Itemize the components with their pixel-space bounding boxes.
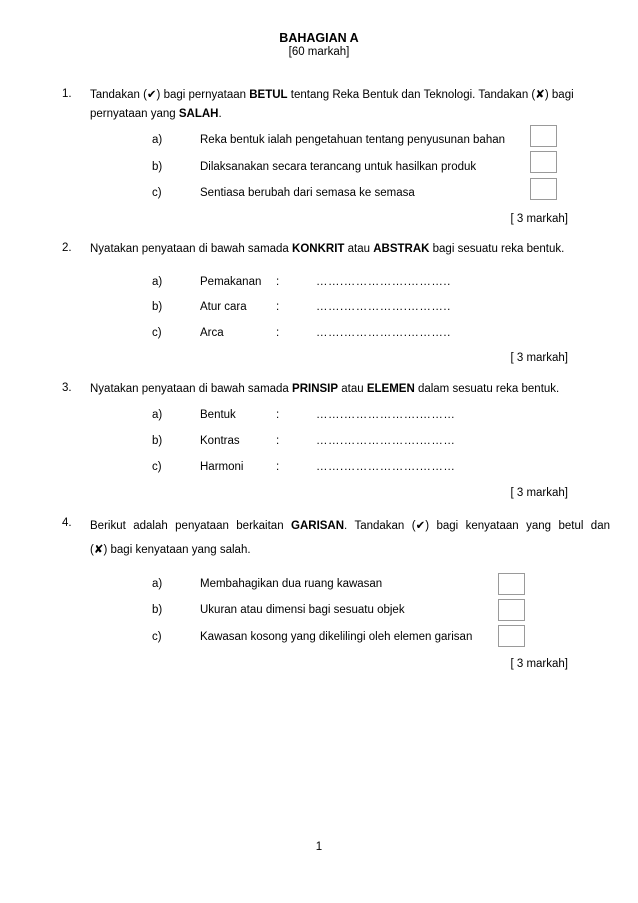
q4-item-a-answer-box[interactable] [498, 573, 525, 595]
q4-item-b-answer-box[interactable] [498, 599, 525, 621]
q1-item-a-answer-box[interactable] [530, 125, 557, 147]
q3-item-c-colon: : [276, 461, 280, 473]
question-1-number: 1. [62, 88, 72, 100]
q4-item-c-answer-box[interactable] [498, 625, 525, 647]
tick-symbol: ✔ [415, 520, 426, 532]
q2-item-a-answer-line[interactable]: …….…………….……….. [316, 276, 451, 288]
question-4-number: 4. [62, 517, 72, 529]
q4-item-c-label: c) [152, 631, 162, 643]
q3-item-c-label: c) [152, 461, 162, 473]
q1-item-c-answer-box[interactable] [530, 178, 557, 200]
question-3-text: Nyatakan penyataan di bawah samada PRINSIP atau ELEMEN dalam sesuatu reka bentuk. [90, 383, 560, 395]
question-1-text: Tandakan (✔) bagi pernyataan BETUL tentang Reka Bentuk dan Teknologi. Tandakan (✘) bagi pernyataan yang SALAH. [90, 89, 574, 120]
cross-symbol: ✘ [535, 89, 545, 101]
q1-item-b-label: b) [152, 161, 163, 173]
question-4-text: Berikut adalah penyataan berkaitan GARISAN. Tandakan (✔) bagi kenyataan yang betul dan (✘) bagi kenyataan yang salah. [90, 520, 610, 556]
question-3-number: 3. [62, 382, 72, 394]
q3-item-b-answer-line[interactable]: …….……………….……… [316, 435, 456, 447]
q1-item-a-text: Reka bentuk ialah pengetahuan tentang penyusunan bahan [200, 134, 506, 146]
q2-item-c-term: Arca [200, 327, 224, 339]
q2-item-a-term: Pemakanan [200, 276, 262, 288]
cross-symbol: ✘ [93, 544, 104, 556]
section-title: BAHAGIAN A [279, 31, 359, 45]
q2-item-b-answer-line[interactable]: …….…………….……….. [316, 301, 451, 313]
q1-marks: [ 3 markah] [510, 213, 568, 225]
tick-symbol: ✔ [146, 89, 157, 101]
q1-item-c-text: Sentiasa berubah dari semasa ke semasa [200, 187, 415, 199]
q4-marks: [ 3 markah] [510, 658, 568, 670]
q1-item-b-text: Dilaksanakan secara terancang untuk hasilkan produk [200, 161, 477, 173]
q2-item-b-label: b) [152, 301, 163, 313]
q3-item-c-answer-line[interactable]: …….……………….……… [316, 461, 456, 473]
q2-item-c-colon: : [276, 327, 280, 339]
q4-item-a-text: Membahagikan dua ruang kawasan [200, 578, 383, 590]
q3-item-a-colon: : [276, 409, 280, 421]
q3-item-a-label: a) [152, 409, 163, 421]
section-marks: [60 markah] [288, 46, 350, 58]
q1-item-c-label: c) [152, 187, 162, 199]
q3-item-a-term: Bentuk [200, 409, 236, 421]
q2-item-c-label: c) [152, 327, 162, 339]
q3-item-a-answer-line[interactable]: …….……………….……… [316, 409, 456, 421]
q3-item-b-colon: : [276, 435, 280, 447]
q1-item-a-label: a) [152, 134, 163, 146]
q4-item-c-text: Kawasan kosong yang dikelilingi oleh elemen garisan [200, 631, 473, 643]
q4-item-b-text: Ukuran atau dimensi bagi sesuatu objek [200, 604, 405, 616]
question-2-text: Nyatakan penyataan di bawah samada KONKRIT atau ABSTRAK bagi sesuatu reka bentuk. [90, 243, 565, 255]
q3-marks: [ 3 markah] [510, 487, 568, 499]
question-2-number: 2. [62, 242, 72, 254]
q3-item-c-term: Harmoni [200, 461, 244, 473]
q4-item-b-label: b) [152, 604, 163, 616]
q2-item-b-term: Atur cara [200, 301, 247, 313]
q2-item-a-colon: : [276, 276, 280, 288]
page-number: 1 [315, 841, 323, 853]
q2-item-b-colon: : [276, 301, 280, 313]
q2-marks: [ 3 markah] [510, 352, 568, 364]
q3-item-b-label: b) [152, 435, 163, 447]
q2-item-c-answer-line[interactable]: …….…………….……….. [316, 327, 451, 339]
q1-item-b-answer-box[interactable] [530, 151, 557, 173]
q4-item-a-label: a) [152, 578, 163, 590]
q3-item-b-term: Kontras [200, 435, 240, 447]
q2-item-a-label: a) [152, 276, 163, 288]
